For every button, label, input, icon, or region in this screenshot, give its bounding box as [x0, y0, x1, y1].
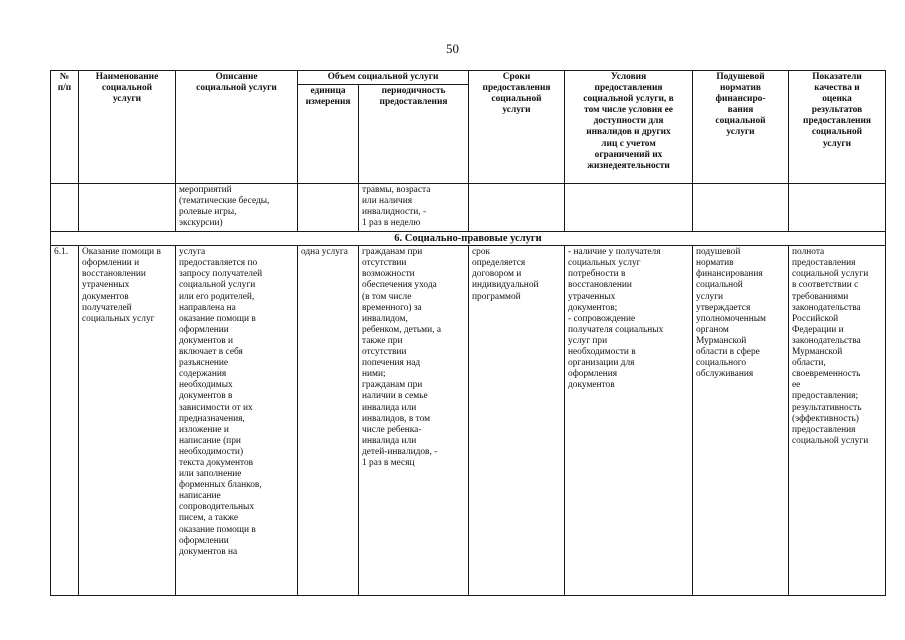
row-quality-cell: полнота предоставления социальной услуги в соответствии с требованиями законодательства Российской Федерации и законодательства Мурманской области, своевременность ее предоставления; результативность (эффективность) предоставления социальной услуги [789, 246, 886, 596]
header-quality: Показатели качества и оценка результатов предоставления социальной услуги [789, 71, 886, 184]
cont-quality-cell [789, 184, 886, 232]
header-funding: Подушевой норматив финансиро- вания социальной услуги [693, 71, 789, 184]
header-periodicity: периодичность предоставления [359, 85, 469, 184]
row-terms-cell: срок определяется договором и индивидуальной программой [469, 246, 565, 596]
cont-unit-cell [298, 184, 359, 232]
row-periodicity-cell: гражданам при отсутствии возможности обеспечения ухода (в том числе временного) за инвалидом, ребенком, детьми, а также при отсутствии попечения над ними; гражданам при наличии в семье инвалида или инвалидов, в том числе ребенка- инвалида или детей-инвалидов, - 1 раз в месяц [359, 246, 469, 596]
row-unit-cell: одна услуга [298, 246, 359, 596]
row-description-cell: услуга предоставляется по запросу получателей социальной услуги или его родителей, направлена на оказание помощи в оформлении документов и включает в себя разъяснение содержания необходимых документов в зависимости от их предназначения, изложение и написание (при необходимости) текста документов или заполнение форменных бланков, написание сопроводительных писем, а также оказание помощи в оформлении документов на [176, 246, 298, 596]
cont-name-cell [79, 184, 176, 232]
row-num-cell: 6.1. [51, 246, 79, 596]
row-funding-cell: подушевой норматив финансирования социальной услуги утверждается уполномоченным органом Мурманской области в сфере социального обслуживания [693, 246, 789, 596]
row-name-cell: Оказание помощи в оформлении и восстановлении утраченных документов получателей социальных услуг [79, 246, 176, 596]
cont-description-cell: мероприятий (тематические беседы, ролевые игры, экскурсии) [176, 184, 298, 232]
cont-periodicity-cell: травмы, возраста или наличия инвалидности, - 1 раз в неделю [359, 184, 469, 232]
cont-funding-cell [693, 184, 789, 232]
header-description: Описание социальной услуги [176, 71, 298, 184]
header-terms: Сроки предоставления социальной услуги [469, 71, 565, 184]
cont-conditions-cell [565, 184, 693, 232]
header-num: № п/п [51, 71, 79, 184]
table-row [51, 246, 886, 596]
row-conditions-cell: - наличие у получателя социальных услуг потребности в восстановлении утраченных документов; - сопровождение получателя социальных услуг при необходимости в организации для оформления документов [565, 246, 693, 596]
continuation-row [51, 184, 886, 232]
cont-terms-cell [469, 184, 565, 232]
header-unit: единица измерения [298, 85, 359, 184]
page-number: 50 [446, 41, 459, 56]
header-row-top [51, 71, 886, 85]
services-table [50, 70, 886, 596]
header-conditions: Условия предоставления социальной услуги, в том числе условия ее доступности для инвалидов и других лиц с учетом ограничений их жизнедеятельности [565, 71, 693, 184]
section-row [51, 232, 886, 246]
cont-num-cell [51, 184, 79, 232]
header-name: Наименование социальной услуги [79, 71, 176, 184]
header-volume: Объем социальной услуги [298, 71, 469, 85]
section-title: 6. Социально-правовые услуги [51, 232, 886, 246]
